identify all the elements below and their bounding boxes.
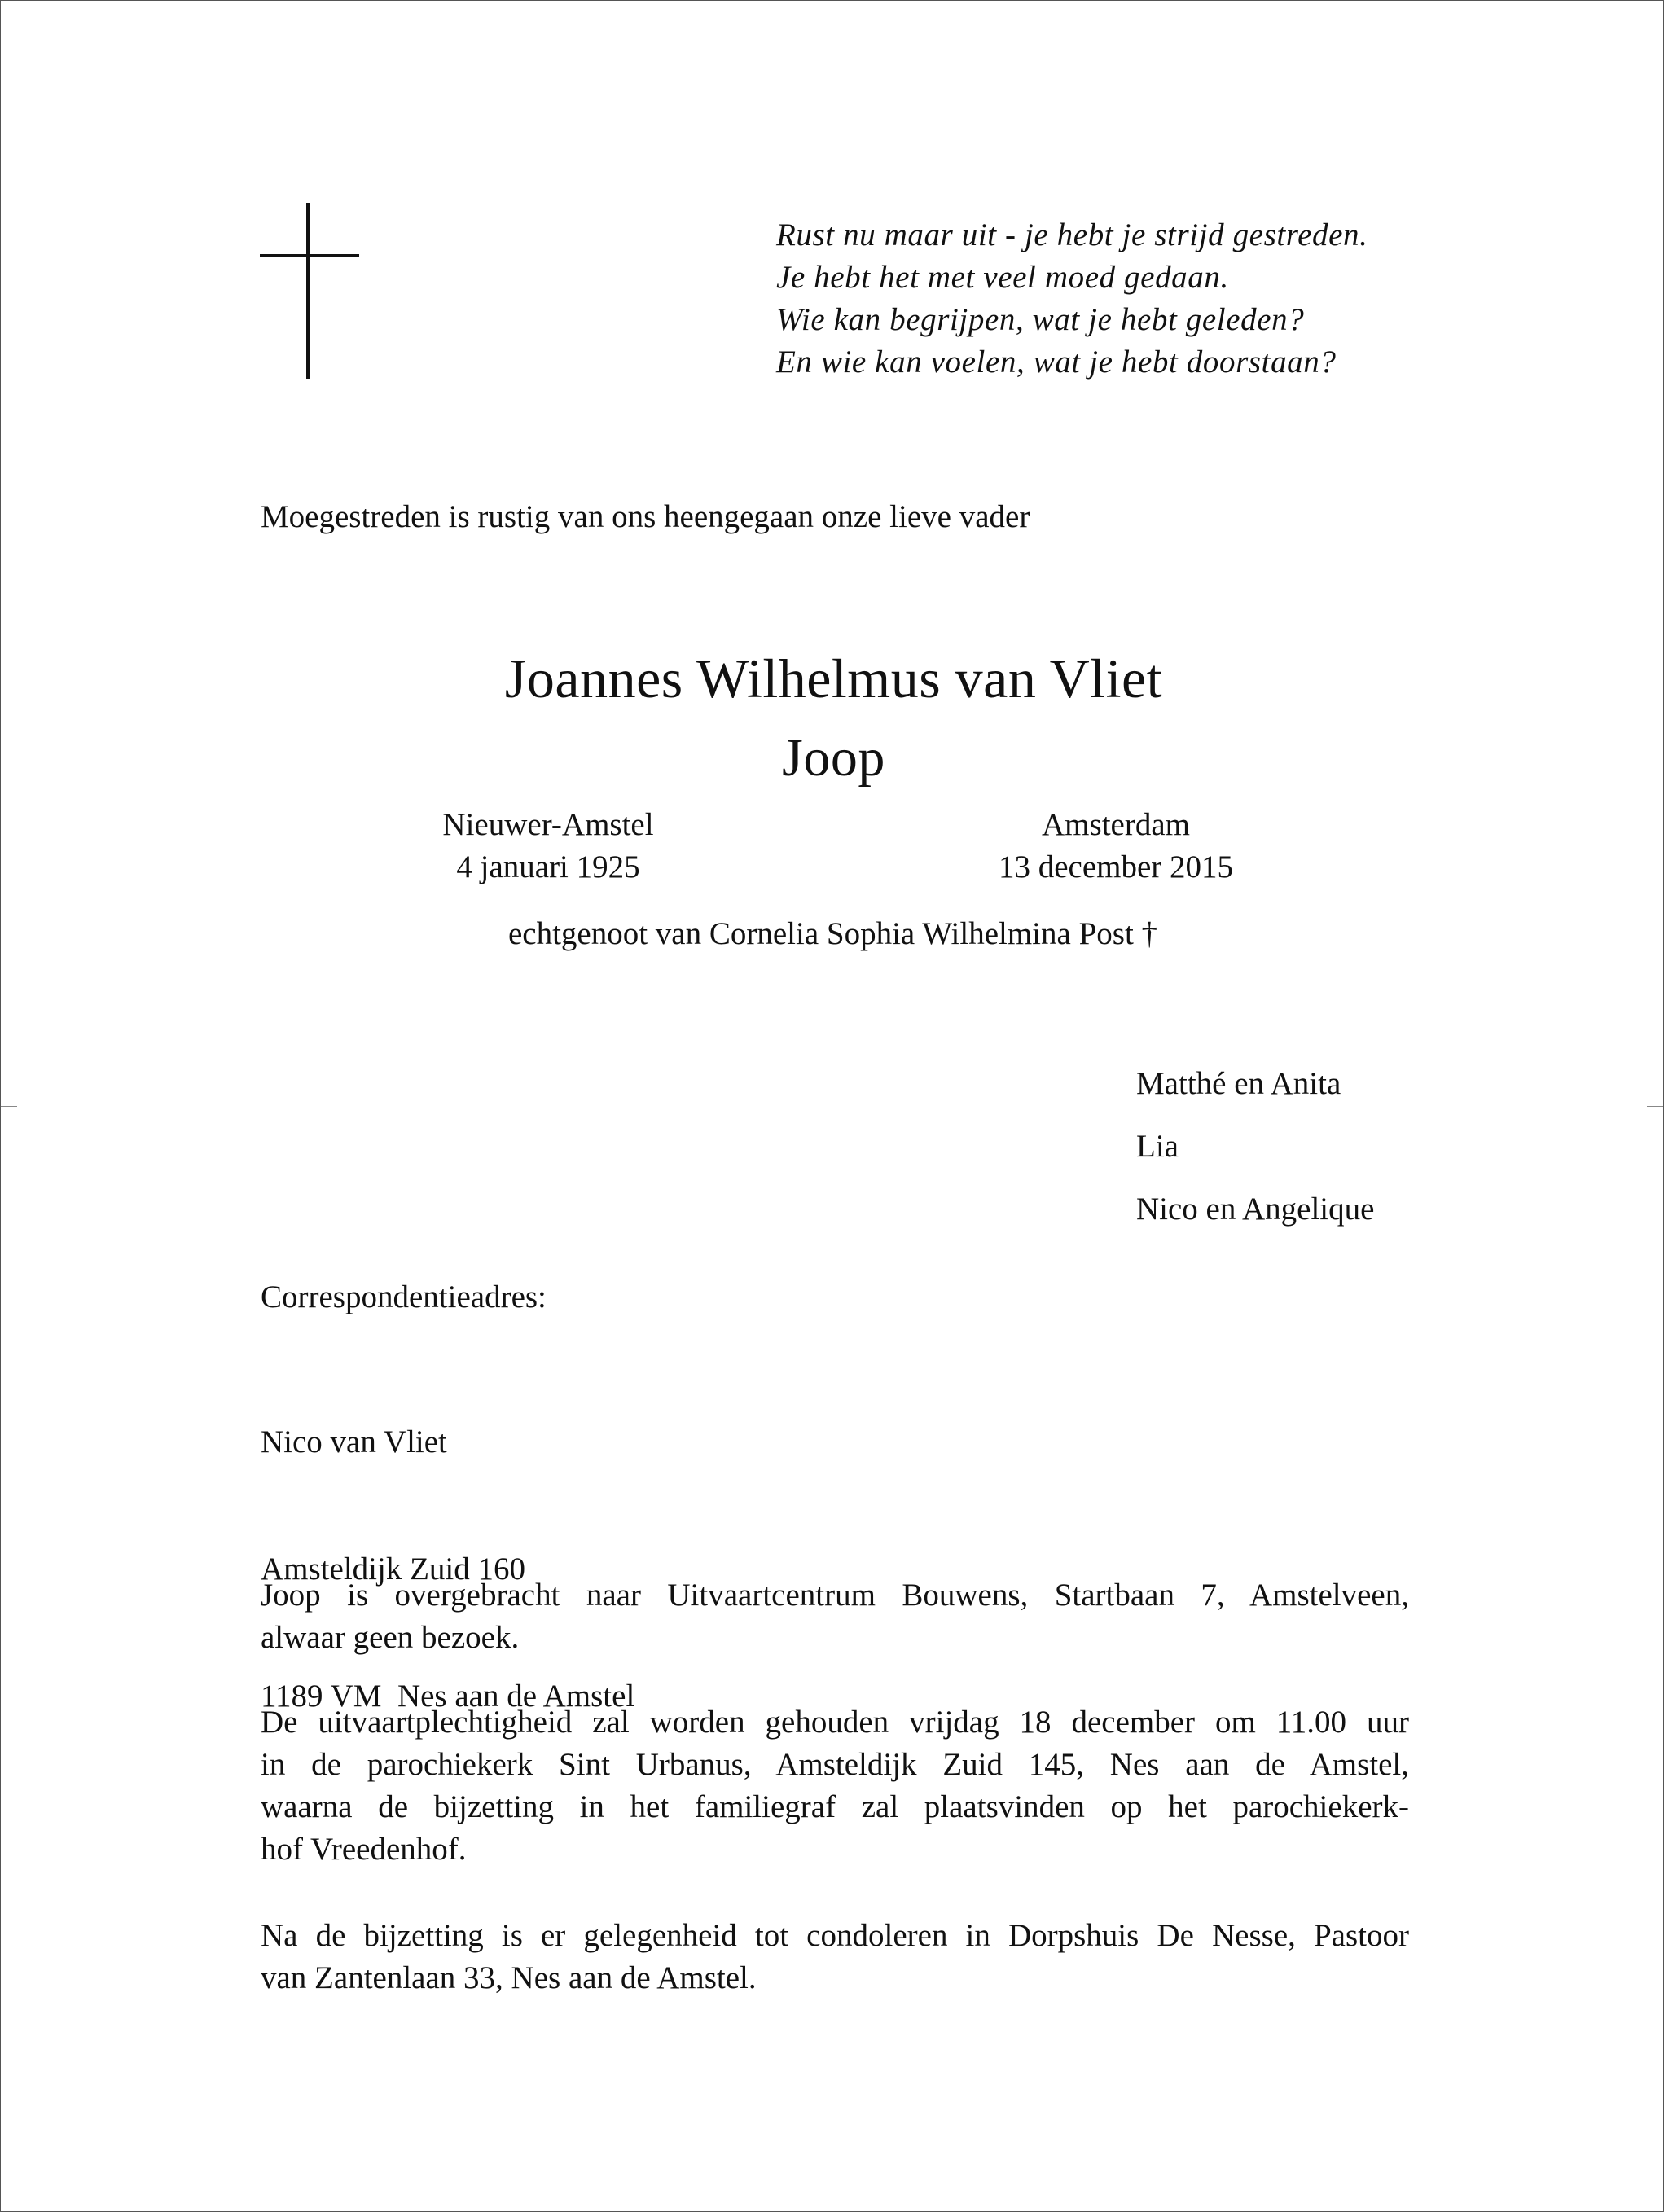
death-place: Amsterdam: [1042, 807, 1190, 842]
fold-mark-right: [1647, 1106, 1663, 1107]
death-info: [904, 804, 1328, 889]
birth-date: 4 januari 1925: [456, 849, 640, 884]
family-member: Lia: [1136, 1129, 1179, 1164]
spouse-line: echtgenoot van Cornelia Sophia Wilhelmina Post †: [507, 916, 1158, 951]
paragraph-line: Joop is overgebracht naar Uitvaartcentrum Bouwens, Startbaan 7, Amstelveen,: [261, 1578, 1409, 1613]
deceased-full-name: Joannes Wilhelmus van Vliet: [504, 647, 1163, 709]
address-name: Nico van Vliet: [261, 1424, 447, 1459]
deceased-nickname: Joop: [782, 728, 885, 788]
paragraph-line: Na de bijzetting is er gelegenheid tot condoleren in Dorpshuis De Nesse, Pastoor: [261, 1918, 1409, 1953]
birth-info: [336, 804, 760, 889]
cross-icon: [260, 203, 359, 379]
paragraph-funeral: [261, 1701, 1409, 1871]
paragraph-line: in de parochiekerk Sint Urbanus, Amsteldijk Zuid 145, Nes aan de Amstel,: [261, 1747, 1409, 1782]
paragraph-line: waarna de bijzetting in het familiegraf zal plaatsvinden op het parochiekerk-: [261, 1789, 1409, 1824]
poem-line: Rust nu maar uit - je hebt je strijd gestreden.: [776, 217, 1368, 252]
poem-line: Je hebt het met veel moed gedaan.: [776, 260, 1229, 295]
poem-line: Wie kan begrijpen, wat je hebt geleden?: [776, 302, 1305, 337]
fold-mark-left: [1, 1106, 17, 1107]
paragraph-line: De uitvaartplechtigheid zal worden gehouden vrijdag 18 december om 11.00 uur: [261, 1705, 1409, 1740]
paragraph-transfer: [261, 1574, 1409, 1659]
address-city: 1189 VM Nes aan de Amstel: [261, 1679, 635, 1714]
poem-line: En wie kan voelen, wat je hebt doorstaan?: [776, 345, 1337, 380]
family-member: Matthé en Anita: [1136, 1066, 1341, 1101]
paragraph-condolences: [261, 1915, 1409, 1999]
paragraph-line: hof Vreedenhof.: [261, 1832, 467, 1867]
family-list: [1136, 1063, 1374, 1251]
birth-place: Nieuwer-Amstel: [442, 807, 654, 842]
correspondence-label: Correspondentieadres:: [261, 1279, 547, 1314]
paragraph-line: van Zantenlaan 33, Nes aan de Amstel.: [261, 1960, 757, 1995]
poem: [776, 214, 1368, 384]
death-date: 13 december 2015: [998, 849, 1234, 884]
family-member: Nico en Angelique: [1136, 1192, 1375, 1227]
intro-text: Moegestreden is rustig van ons heengegaan onze lieve vader: [261, 499, 1030, 534]
paragraph-line: alwaar geen bezoek.: [261, 1620, 520, 1655]
address-street: Amsteldijk Zuid 160: [261, 1551, 525, 1587]
